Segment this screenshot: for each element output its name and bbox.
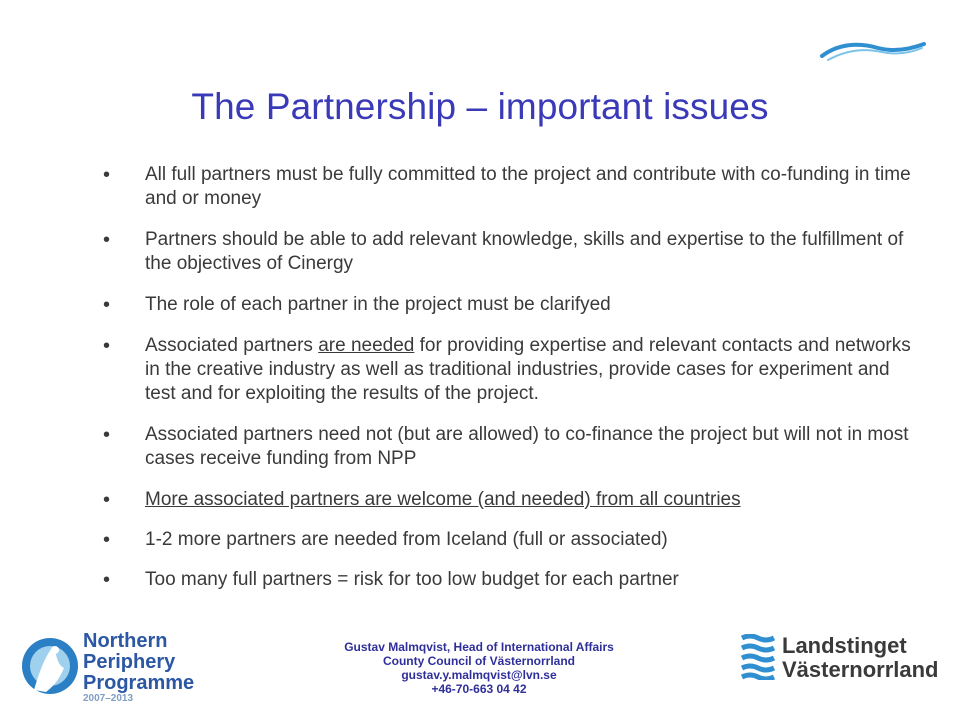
bullet-text: All full partners must be fully committed to the project and contribute with co-funding in time and or money: [145, 164, 911, 209]
npp-logo-line3: Programme: [83, 672, 195, 694]
bullet-dot: •: [103, 569, 111, 591]
npp-logo-text: [83, 631, 194, 694]
bullet-text: Too many full partners = risk for too low budget for each partner: [145, 569, 679, 590]
bullet-dot: •: [103, 489, 111, 511]
bullet-item: [103, 228, 925, 276]
footer-name: Gustav Malmqvist, Head of International Affairs: [344, 640, 614, 654]
bullet-dot: •: [103, 294, 111, 316]
wave-decoration-icon: [818, 38, 928, 66]
bullet-item: [103, 423, 925, 471]
footer-phone: +46-70-663 04 42: [431, 682, 527, 696]
bullet-item: [103, 334, 925, 406]
bullet-list: [103, 163, 925, 592]
bullet-text-post: for providing expertise and relevant contacts and networks in the creative industry as well as traditional industries, provide cases for experiment and test and for exploiting the results of the project.: [145, 335, 911, 404]
slide-title: The Partnership – important issues: [191, 86, 769, 127]
bullet-text: 1-2 more partners are needed from Iceland (full or associated): [145, 529, 668, 550]
bullet-item: [103, 293, 925, 317]
footer-email: gustav.y.malmqvist@lvn.se: [401, 668, 557, 682]
landstinget-logo-text: [782, 634, 939, 682]
bullet-dot: •: [103, 335, 111, 357]
bullet-item: [103, 528, 925, 552]
npp-logo-line1: Northern: [83, 630, 168, 652]
bullet-item: [103, 163, 925, 211]
npp-logo-years: 2007–2013: [83, 693, 134, 704]
bullet-dot: •: [103, 229, 111, 251]
lvn-logo-line2: Västernorrland: [782, 657, 939, 682]
footer-organisation: County Council of Västernorrland: [382, 654, 575, 668]
bullet-dot: •: [103, 164, 111, 186]
footer-contact: [270, 640, 688, 696]
bullet-dot: •: [103, 424, 111, 446]
npp-logo-line2: Periphery: [83, 651, 176, 673]
bullet-item: [103, 568, 925, 592]
bullet-text-pre: Associated partners: [145, 335, 319, 356]
bullet-text: The role of each partner in the project must be clarifyed: [145, 294, 611, 315]
lvn-logo-line1: Landstinget: [782, 633, 907, 658]
bullet-text-underlined: are needed: [318, 335, 415, 356]
bullet-text: Partners should be able to add relevant knowledge, skills and expertise to the fulfillment of the objectives of Cinergy: [145, 229, 904, 274]
bullet-dot: •: [103, 529, 111, 551]
bullet-text-underlined: More associated partners are welcome (and needed) from all countries: [145, 489, 741, 510]
bullet-item: [103, 488, 925, 512]
bullet-text: Associated partners need not (but are allowed) to co-finance the project but will not in most cases receive funding from NPP: [145, 424, 909, 469]
landstinget-waves-logo-icon: [740, 634, 776, 680]
